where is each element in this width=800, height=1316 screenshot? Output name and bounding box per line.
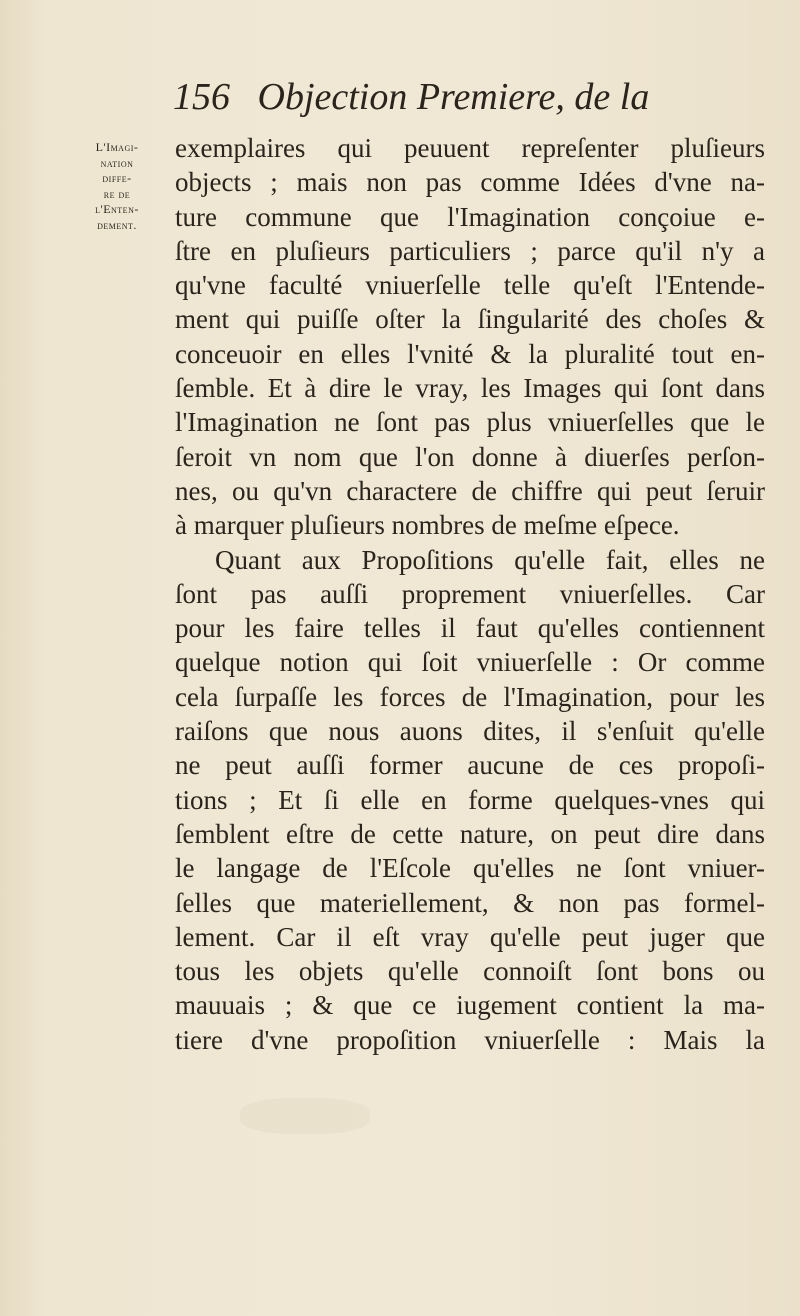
running-title: Objection Premiere, de la — [257, 76, 650, 118]
text-line: mauuais ; & que ce iugement contient la ma- — [175, 990, 765, 1021]
text-line: ſtre en pluſieurs particuliers ; parce qu'il n'y a — [175, 235, 765, 266]
marginal-note-line: l'Enten- — [95, 202, 139, 216]
text-line: objects ; mais non pas comme Idées d'vne na- — [175, 167, 765, 198]
marginal-note-line: dement. — [97, 217, 137, 232]
text-line: tiere d'vne propoſition vniuerſelle : Mais la — [175, 1024, 765, 1055]
text-line: raiſons que nous auons dites, il s'enſuit qu'elle — [175, 716, 765, 747]
page-number: 156 — [173, 76, 230, 118]
text-line: exemplaires qui peuuent repreſenter pluſieurs — [175, 133, 765, 163]
marginal-note-line: diffe- — [102, 171, 132, 185]
text-line: ſemble. Et à dire le vray, les Images qui ſont dans — [175, 373, 765, 404]
text-line: à marquer pluſieurs nombres de meſme eſpece. — [175, 510, 680, 541]
text-line: Quant aux Propoſitions qu'elle fait, elles ne — [215, 544, 765, 575]
text-line: pour les faire telles il faut qu'elles contiennent — [175, 613, 765, 644]
text-line: conceuoir en elles l'vnité & la pluralité tout en- — [175, 338, 765, 369]
marginal-note — [62, 140, 172, 233]
text-line: lement. Car il eſt vray qu'elle peut juger que — [175, 921, 765, 952]
marginal-note-line: L'Imagi- — [95, 140, 139, 154]
text-line: ſemblent eſtre de cette nature, on peut dire dans — [175, 818, 765, 849]
text-line: ſont pas auſſi proprement vniuerſelles. Car — [175, 578, 765, 609]
marginal-note-line: re de — [103, 186, 131, 201]
text-line: ment qui puiſſe oſter la ſingularité des choſes & — [175, 304, 765, 335]
text-line: cela ſurpaſſe les forces de l'Imagination, pour les — [175, 681, 765, 712]
text-line: quelque notion qui ſoit vniuerſelle : Or comme — [175, 647, 765, 678]
paper-stain — [240, 1098, 370, 1134]
marginal-note-line: nation — [100, 155, 134, 170]
text-line: l'Imagination ne ſont pas plus vniuerſelles que le — [175, 407, 765, 438]
text-line: ſeroit vn nom que l'on donne à diuerſes perſon- — [175, 441, 765, 472]
text-line: le langage de l'Eſcole qu'elles ne ſont vniuer- — [175, 853, 765, 884]
text-line: qu'vne faculté vniuerſelle telle qu'eſt l'Entende- — [175, 270, 765, 301]
page-header — [173, 72, 773, 122]
body-text — [175, 131, 765, 1057]
text-line: tous les objets qu'elle connoiſt ſont bons ou — [175, 956, 765, 987]
text-line: nes, ou qu'vn charactere de chiffre qui peut ſeruir — [175, 475, 765, 506]
text-line: ſelles que materiellement, & non pas formel- — [175, 887, 765, 918]
text-line: ne peut auſſi former aucune de ces propoſi- — [175, 750, 765, 781]
text-line: tions ; Et ſi elle en forme quelques-vnes qui — [175, 784, 765, 815]
text-line: ture commune que l'Imagination conçoiue e- — [175, 201, 765, 232]
